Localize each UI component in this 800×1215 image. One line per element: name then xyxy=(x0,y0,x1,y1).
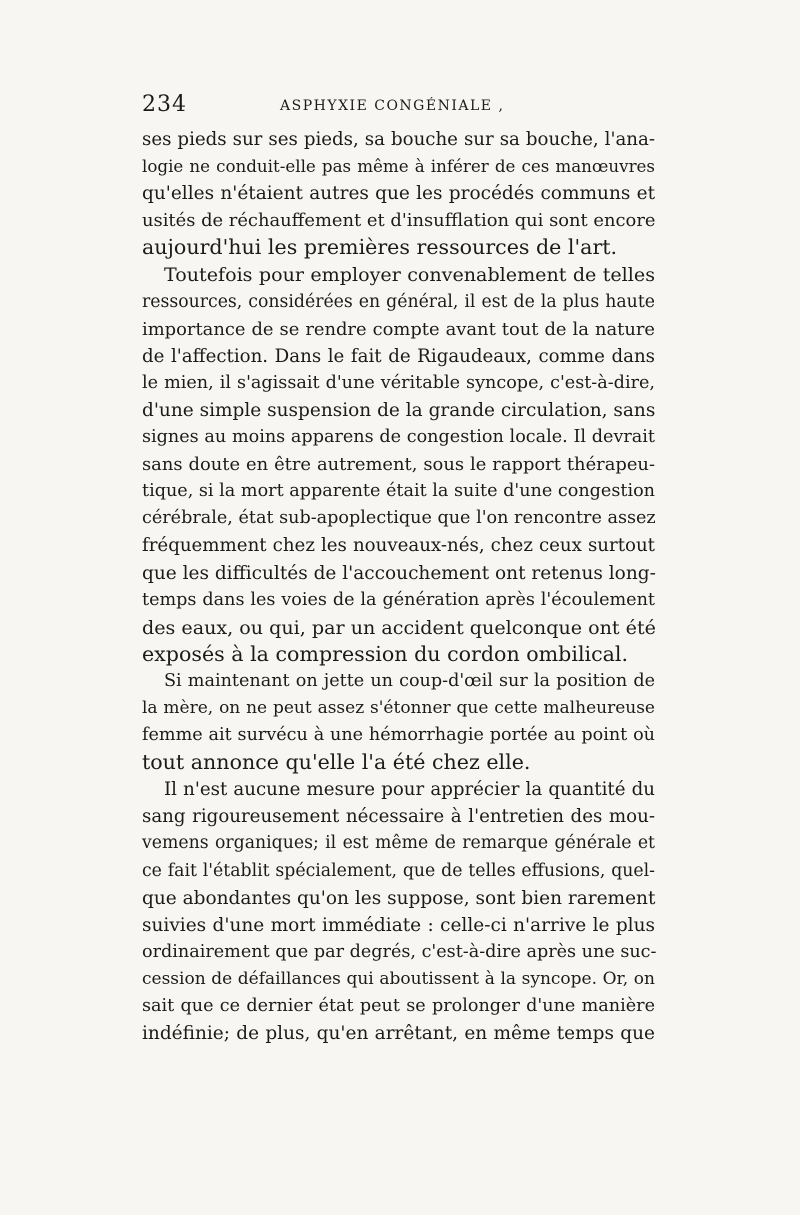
page-number: 234 xyxy=(142,92,187,117)
text-line: indéfinie; de plus, qu'en arrêtant, en même temps que xyxy=(142,1023,655,1045)
text-line: tout annonce qu'elle l'a été chez elle. xyxy=(142,750,531,775)
text-line: exposés à la compression du cordon ombilical. xyxy=(142,641,629,666)
text-line: femme ait survécu à une hémorrhagie portée au point où xyxy=(142,725,655,746)
text-line: tique, si la mort apparente était la suite d'une congestion xyxy=(142,481,655,502)
text-line: de l'affection. Dans le fait de Rigaudeaux, comme dans xyxy=(142,345,655,367)
text-line: vemens organiques; il est même de remarque générale et xyxy=(142,833,655,854)
text-line: des eaux, ou qui, par un accident quelconque ont été xyxy=(142,615,656,639)
text-line: sait que ce dernier état peut se prolonger d'une manière xyxy=(142,996,655,1016)
text-line: le mien, il s'agissait d'une véritable syncope, c'est-à-dire, xyxy=(142,372,655,393)
text-line: ordinairement que par degrés, c'est-à-dire après une suc- xyxy=(142,941,657,962)
body-text xyxy=(142,126,655,1047)
text-line: temps dans les voies de la génération après l'écoulement xyxy=(142,589,655,610)
text-line: qu'elles n'étaient autres que les procédés communs et xyxy=(142,183,655,205)
text-line: que les difficultés de l'accouchement ont retenus long- xyxy=(142,562,656,584)
text-line: signes au moins apparens de congestion locale. Il devrait xyxy=(142,427,655,448)
text-line: Il n'est aucune mesure pour apprécier la quantité du xyxy=(164,779,655,801)
text-line: Si maintenant on jette un coup-d'œil sur la position de xyxy=(164,670,655,691)
text-line: usités de réchauffement et d'insufflation qui sont encore xyxy=(142,210,656,232)
text-line: logie ne conduit-elle pas même à inférer de ces manœuvres xyxy=(142,156,655,177)
text-line: sans doute en être autrement, sous le rapport thérapeu- xyxy=(142,454,655,476)
text-line: ses pieds sur ses pieds, sa bouche sur sa bouche, l'ana- xyxy=(142,129,655,150)
text-line: importance de se rendre compte avant tout de la nature xyxy=(142,318,655,340)
text-line: ressources, considérées en général, il est de la plus haute xyxy=(142,291,655,312)
text-line: fréquemment chez les nouveaux-nés, chez ceux surtout xyxy=(142,535,655,557)
text-line: que abondantes qu'on les suppose, sont bien rarement xyxy=(142,887,656,909)
text-line: ce fait l'établit spécialement, que de telles effusions, quel- xyxy=(142,860,655,881)
page-header xyxy=(140,92,660,122)
text-line: cession de défaillances qui aboutissent à la syncope. Or, on xyxy=(142,968,655,989)
text-line: sang rigoureusement nécessaire à l'entretien des mou- xyxy=(142,806,655,828)
text-line: Toutefois pour employer convenablement de telles xyxy=(164,263,655,287)
text-line: suivies d'une mort immédiate : celle-ci n'arrive le plus xyxy=(142,914,655,936)
text-line: la mère, on ne peut assez s'étonner que cette malheureuse xyxy=(142,697,655,718)
text-line: aujourd'hui les premières ressources de l'art. xyxy=(142,235,618,260)
running-head: ASPHYXIE CONGÉNIALE , xyxy=(280,98,505,114)
text-line: cérébrale, état sub-apoplectique que l'on rencontre assez xyxy=(142,508,656,529)
text-line: d'une simple suspension de la grande circulation, sans xyxy=(142,399,656,421)
